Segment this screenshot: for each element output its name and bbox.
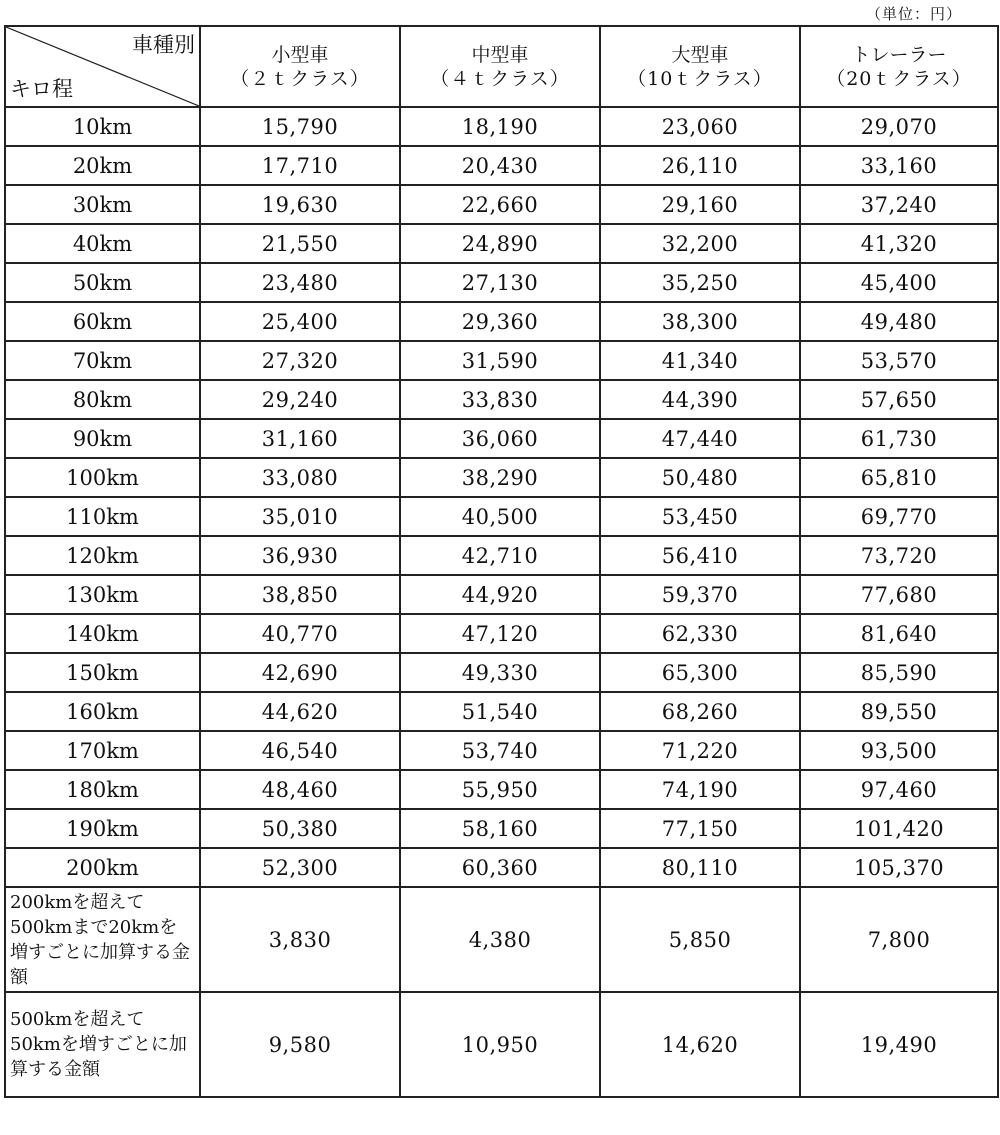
- table-row: [5, 848, 998, 887]
- fare-cell: 40,500: [400, 497, 600, 536]
- fare-cell: 51,540: [400, 692, 600, 731]
- fare-cell: 35,010: [200, 497, 400, 536]
- distance-label: 40km: [5, 224, 200, 263]
- fare-cell: 49,480: [800, 302, 998, 341]
- fare-cell: 49,330: [400, 653, 600, 692]
- table-row: [5, 653, 998, 692]
- fare-cell: 74,190: [600, 770, 800, 809]
- column-sub: （10ｔクラス）: [627, 67, 773, 90]
- fare-cell: 77,150: [600, 809, 800, 848]
- fare-cell: 38,290: [400, 458, 600, 497]
- fare-cell: 81,640: [800, 614, 998, 653]
- fare-cell: 26,110: [600, 146, 800, 185]
- fare-cell: 24,890: [400, 224, 600, 263]
- fare-table: [4, 25, 999, 1098]
- table-row: [5, 302, 998, 341]
- distance-label: 110km: [5, 497, 200, 536]
- fare-cell: 5,850: [600, 887, 800, 992]
- fare-cell: 19,490: [800, 992, 998, 1097]
- distance-label: 60km: [5, 302, 200, 341]
- fare-cell: 36,930: [200, 536, 400, 575]
- fare-cell: 7,800: [800, 887, 998, 992]
- fare-cell: 31,160: [200, 419, 400, 458]
- fare-cell: 3,830: [200, 887, 400, 992]
- fare-cell: 41,340: [600, 341, 800, 380]
- column-name: 中型車: [471, 43, 529, 66]
- fare-cell: 101,420: [800, 809, 998, 848]
- distance-label: 30km: [5, 185, 200, 224]
- header-large-truck: [600, 26, 800, 107]
- fare-cell: 17,710: [200, 146, 400, 185]
- fare-cell: 21,550: [200, 224, 400, 263]
- fare-cell: 27,130: [400, 263, 600, 302]
- distance-label: 10km: [5, 107, 200, 146]
- fare-cell: 19,630: [200, 185, 400, 224]
- fare-cell: 47,120: [400, 614, 600, 653]
- fare-cell: 69,770: [800, 497, 998, 536]
- fare-cell: 68,260: [600, 692, 800, 731]
- fare-cell: 33,160: [800, 146, 998, 185]
- fare-cell: 36,060: [400, 419, 600, 458]
- fare-cell: 23,480: [200, 263, 400, 302]
- surcharge-label: 200kmを超えて500kmまで20kmを増すごとに加算する金額: [5, 887, 200, 992]
- distance-label: 70km: [5, 341, 200, 380]
- corner-cell: [5, 26, 200, 107]
- fare-cell: 25,400: [200, 302, 400, 341]
- distance-label: 50km: [5, 263, 200, 302]
- fare-cell: 50,380: [200, 809, 400, 848]
- fare-cell: 32,200: [600, 224, 800, 263]
- surcharge-label: 500kmを超えて50kmを増すごとに加算する金額: [5, 992, 200, 1097]
- fare-cell: 53,570: [800, 341, 998, 380]
- table-row: [5, 263, 998, 302]
- table-row: [5, 341, 998, 380]
- surcharge-row: [5, 992, 998, 1097]
- distance-label: 100km: [5, 458, 200, 497]
- fare-cell: 33,080: [200, 458, 400, 497]
- distance-label: 200km: [5, 848, 200, 887]
- fare-cell: 53,740: [400, 731, 600, 770]
- distance-label: 120km: [5, 536, 200, 575]
- fare-cell: 50,480: [600, 458, 800, 497]
- header-small-truck: [200, 26, 400, 107]
- column-name: 大型車: [671, 43, 729, 66]
- fare-cell: 44,920: [400, 575, 600, 614]
- table-row: [5, 419, 998, 458]
- fare-cell: 35,250: [600, 263, 800, 302]
- header-row: [5, 26, 998, 107]
- table-row: [5, 692, 998, 731]
- fare-cell: 23,060: [600, 107, 800, 146]
- fare-cell: 61,730: [800, 419, 998, 458]
- table-row: [5, 536, 998, 575]
- fare-cell: 46,540: [200, 731, 400, 770]
- distance-label: 190km: [5, 809, 200, 848]
- fare-cell: 42,710: [400, 536, 600, 575]
- distance-label: 180km: [5, 770, 200, 809]
- fare-cell: 71,220: [600, 731, 800, 770]
- fare-cell: 15,790: [200, 107, 400, 146]
- fare-cell: 38,850: [200, 575, 400, 614]
- fare-cell: 29,360: [400, 302, 600, 341]
- header-trailer: [800, 26, 998, 107]
- fare-cell: 56,410: [600, 536, 800, 575]
- column-name: 小型車: [271, 43, 329, 66]
- fare-cell: 47,440: [600, 419, 800, 458]
- fare-cell: 40,770: [200, 614, 400, 653]
- fare-cell: 62,330: [600, 614, 800, 653]
- fare-cell: 41,320: [800, 224, 998, 263]
- table-row: [5, 497, 998, 536]
- fare-cell: 37,240: [800, 185, 998, 224]
- distance-label: 130km: [5, 575, 200, 614]
- fare-cell: 4,380: [400, 887, 600, 992]
- fare-cell: 44,620: [200, 692, 400, 731]
- fare-cell: 53,450: [600, 497, 800, 536]
- distance-label: 80km: [5, 380, 200, 419]
- fare-cell: 42,690: [200, 653, 400, 692]
- table-row: [5, 770, 998, 809]
- fare-cell: 45,400: [800, 263, 998, 302]
- fare-cell: 9,580: [200, 992, 400, 1097]
- fare-cell: 80,110: [600, 848, 800, 887]
- fare-cell: 29,160: [600, 185, 800, 224]
- fare-cell: 58,160: [400, 809, 600, 848]
- table-row: [5, 380, 998, 419]
- fare-cell: 10,950: [400, 992, 600, 1097]
- table-row: [5, 614, 998, 653]
- header-medium-truck: [400, 26, 600, 107]
- fare-cell: 65,300: [600, 653, 800, 692]
- fare-cell: 14,620: [600, 992, 800, 1097]
- fare-cell: 20,430: [400, 146, 600, 185]
- table-row: [5, 809, 998, 848]
- column-sub: （２ｔクラス）: [230, 67, 370, 90]
- distance-label: 20km: [5, 146, 200, 185]
- fare-cell: 89,550: [800, 692, 998, 731]
- distance-label: 90km: [5, 419, 200, 458]
- fare-cell: 59,370: [600, 575, 800, 614]
- table-row: [5, 731, 998, 770]
- table-row: [5, 458, 998, 497]
- table-row: [5, 185, 998, 224]
- fare-cell: 55,950: [400, 770, 600, 809]
- fare-cell: 77,680: [800, 575, 998, 614]
- fare-cell: 27,320: [200, 341, 400, 380]
- table-row: [5, 575, 998, 614]
- distance-label: 160km: [5, 692, 200, 731]
- column-sub: （４ｔクラス）: [430, 67, 570, 90]
- column-name: トレーラー: [851, 43, 947, 66]
- fare-cell: 85,590: [800, 653, 998, 692]
- fare-cell: 38,300: [600, 302, 800, 341]
- corner-label-distance: キロ程: [10, 77, 73, 101]
- distance-label: 170km: [5, 731, 200, 770]
- table-row: [5, 224, 998, 263]
- fare-cell: 65,810: [800, 458, 998, 497]
- distance-label: 150km: [5, 653, 200, 692]
- fare-cell: 52,300: [200, 848, 400, 887]
- fare-cell: 33,830: [400, 380, 600, 419]
- fare-cell: 57,650: [800, 380, 998, 419]
- distance-label: 140km: [5, 614, 200, 653]
- fare-cell: 60,360: [400, 848, 600, 887]
- table-row: [5, 107, 998, 146]
- unit-note: （単位：円）: [865, 5, 962, 23]
- surcharge-row: [5, 887, 998, 992]
- fare-cell: 29,240: [200, 380, 400, 419]
- fare-cell: 31,590: [400, 341, 600, 380]
- fare-cell: 22,660: [400, 185, 600, 224]
- table-row: [5, 146, 998, 185]
- fare-cell: 18,190: [400, 107, 600, 146]
- fare-cell: 73,720: [800, 536, 998, 575]
- fare-cell: 44,390: [600, 380, 800, 419]
- fare-cell: 93,500: [800, 731, 998, 770]
- corner-label-vehicle-type: 車種別: [132, 33, 195, 57]
- fare-cell: 48,460: [200, 770, 400, 809]
- fare-cell: 105,370: [800, 848, 998, 887]
- table-body: [5, 107, 998, 1097]
- column-sub: （20ｔクラス）: [826, 67, 972, 90]
- fare-cell: 97,460: [800, 770, 998, 809]
- fare-cell: 29,070: [800, 107, 998, 146]
